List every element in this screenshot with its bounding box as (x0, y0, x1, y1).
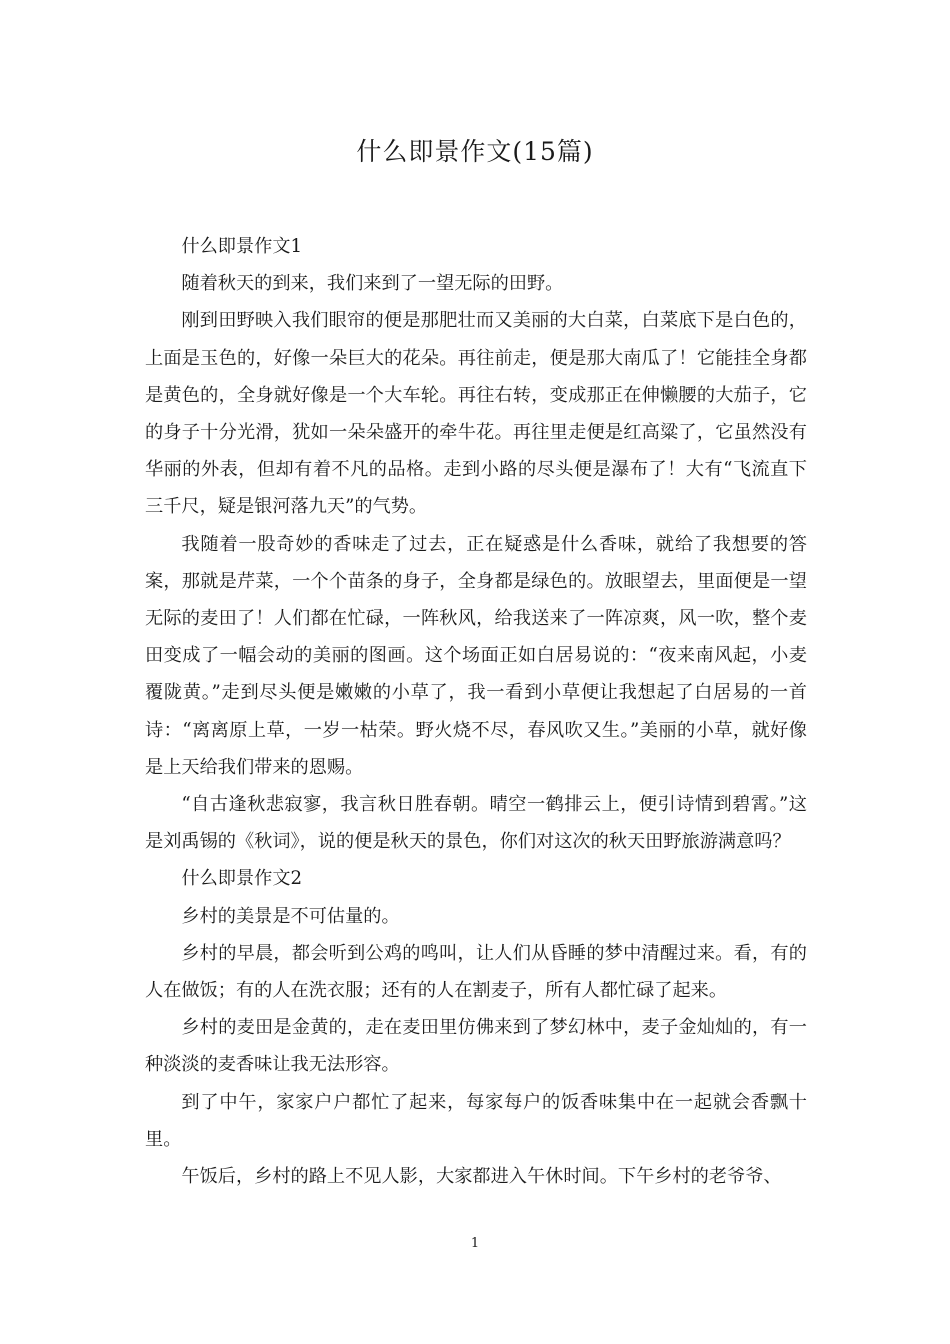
page-number: 1 (470, 1236, 480, 1251)
paragraph: 刚到田野映入我们眼帘的便是那肥壮而又美丽的大白菜，白菜底下是白色的，上面是玉色的，好像一朵巨大的花朵。再往前走，便是那大南瓜了！它能挂全身都是黄色的，全身就好像是一个大车轮。再往右转，变成那正在伸懒腰的大茄子，它的身子十分光滑，犹如一朵朵盛开的牵牛花。再往里走便是红高粱了，它虽然没有华丽的外表，但却有着不凡的品格。走到小路的尽头便是瀑布了！大有“飞流直下三千尺，疑是银河落九天”的气势。 (145, 310, 807, 518)
paragraph: 午饭后，乡村的路上不见人影，大家都进入午休时间。下午乡村的老爷爷、 (181, 1166, 782, 1188)
paragraph: 乡村的美景是不可估量的。 (181, 905, 400, 927)
paragraph: 乡村的早晨，都会听到公鸡的鸣叫，让人们从昏睡的梦中清醒过来。看，有的人在做饭；有的人在洗衣服；还有的人在割麦子，所有人都忙碌了起来。 (145, 942, 807, 1002)
paragraph: 我随着一股奇妙的香味走了过去，正在疑惑是什么香味，就给了我想要的答案，那就是芹菜，一个个苗条的身子，全身都是绿色的。放眼望去，里面便是一望无际的麦田了！人们都在忙碌，一阵秋风，给我送来了一阵凉爽，风一吹，整个麦田变成了一幅会动的美丽的图画。这个场面正如白居易说的：“夜来南风起，小麦覆陇黄。”走到尽头便是嫩嫩的小草了，我一看到小草便让我想起了白居易的一首诗：“离离原上草，一岁一枯荣。野火烧不尽，春风吹又生。”美丽的小草，就好像是上天给我们带来的恩赐。 (145, 533, 807, 778)
paragraph: 随着秋天的到来，我们来到了一望无际的田野。 (181, 273, 564, 295)
section-heading-2: 什么即景作文2 (181, 868, 303, 890)
section-heading-1: 什么即景作文1 (181, 236, 303, 257)
document-title: 什么即景作文(15篇) (356, 137, 594, 166)
paragraph: “自古逢秋悲寂寥，我言秋日胜春朝。晴空一鹤排云上，便引诗情到碧霄。”这是刘禹锡的《秋词》，说的便是秋天的景色，你们对这次的秋天田野旅游满意吗？ (145, 794, 807, 853)
paragraph: 到了中午，家家户户都忙了起来，每家每户的饭香味集中在一起就会香飘十里。 (145, 1091, 807, 1150)
document-body (145, 228, 807, 1195)
paragraph: 乡村的麦田是金黄的，走在麦田里仿佛来到了梦幻林中，麦子金灿灿的，有一种淡淡的麦香味让我无法形容。 (145, 1017, 807, 1076)
